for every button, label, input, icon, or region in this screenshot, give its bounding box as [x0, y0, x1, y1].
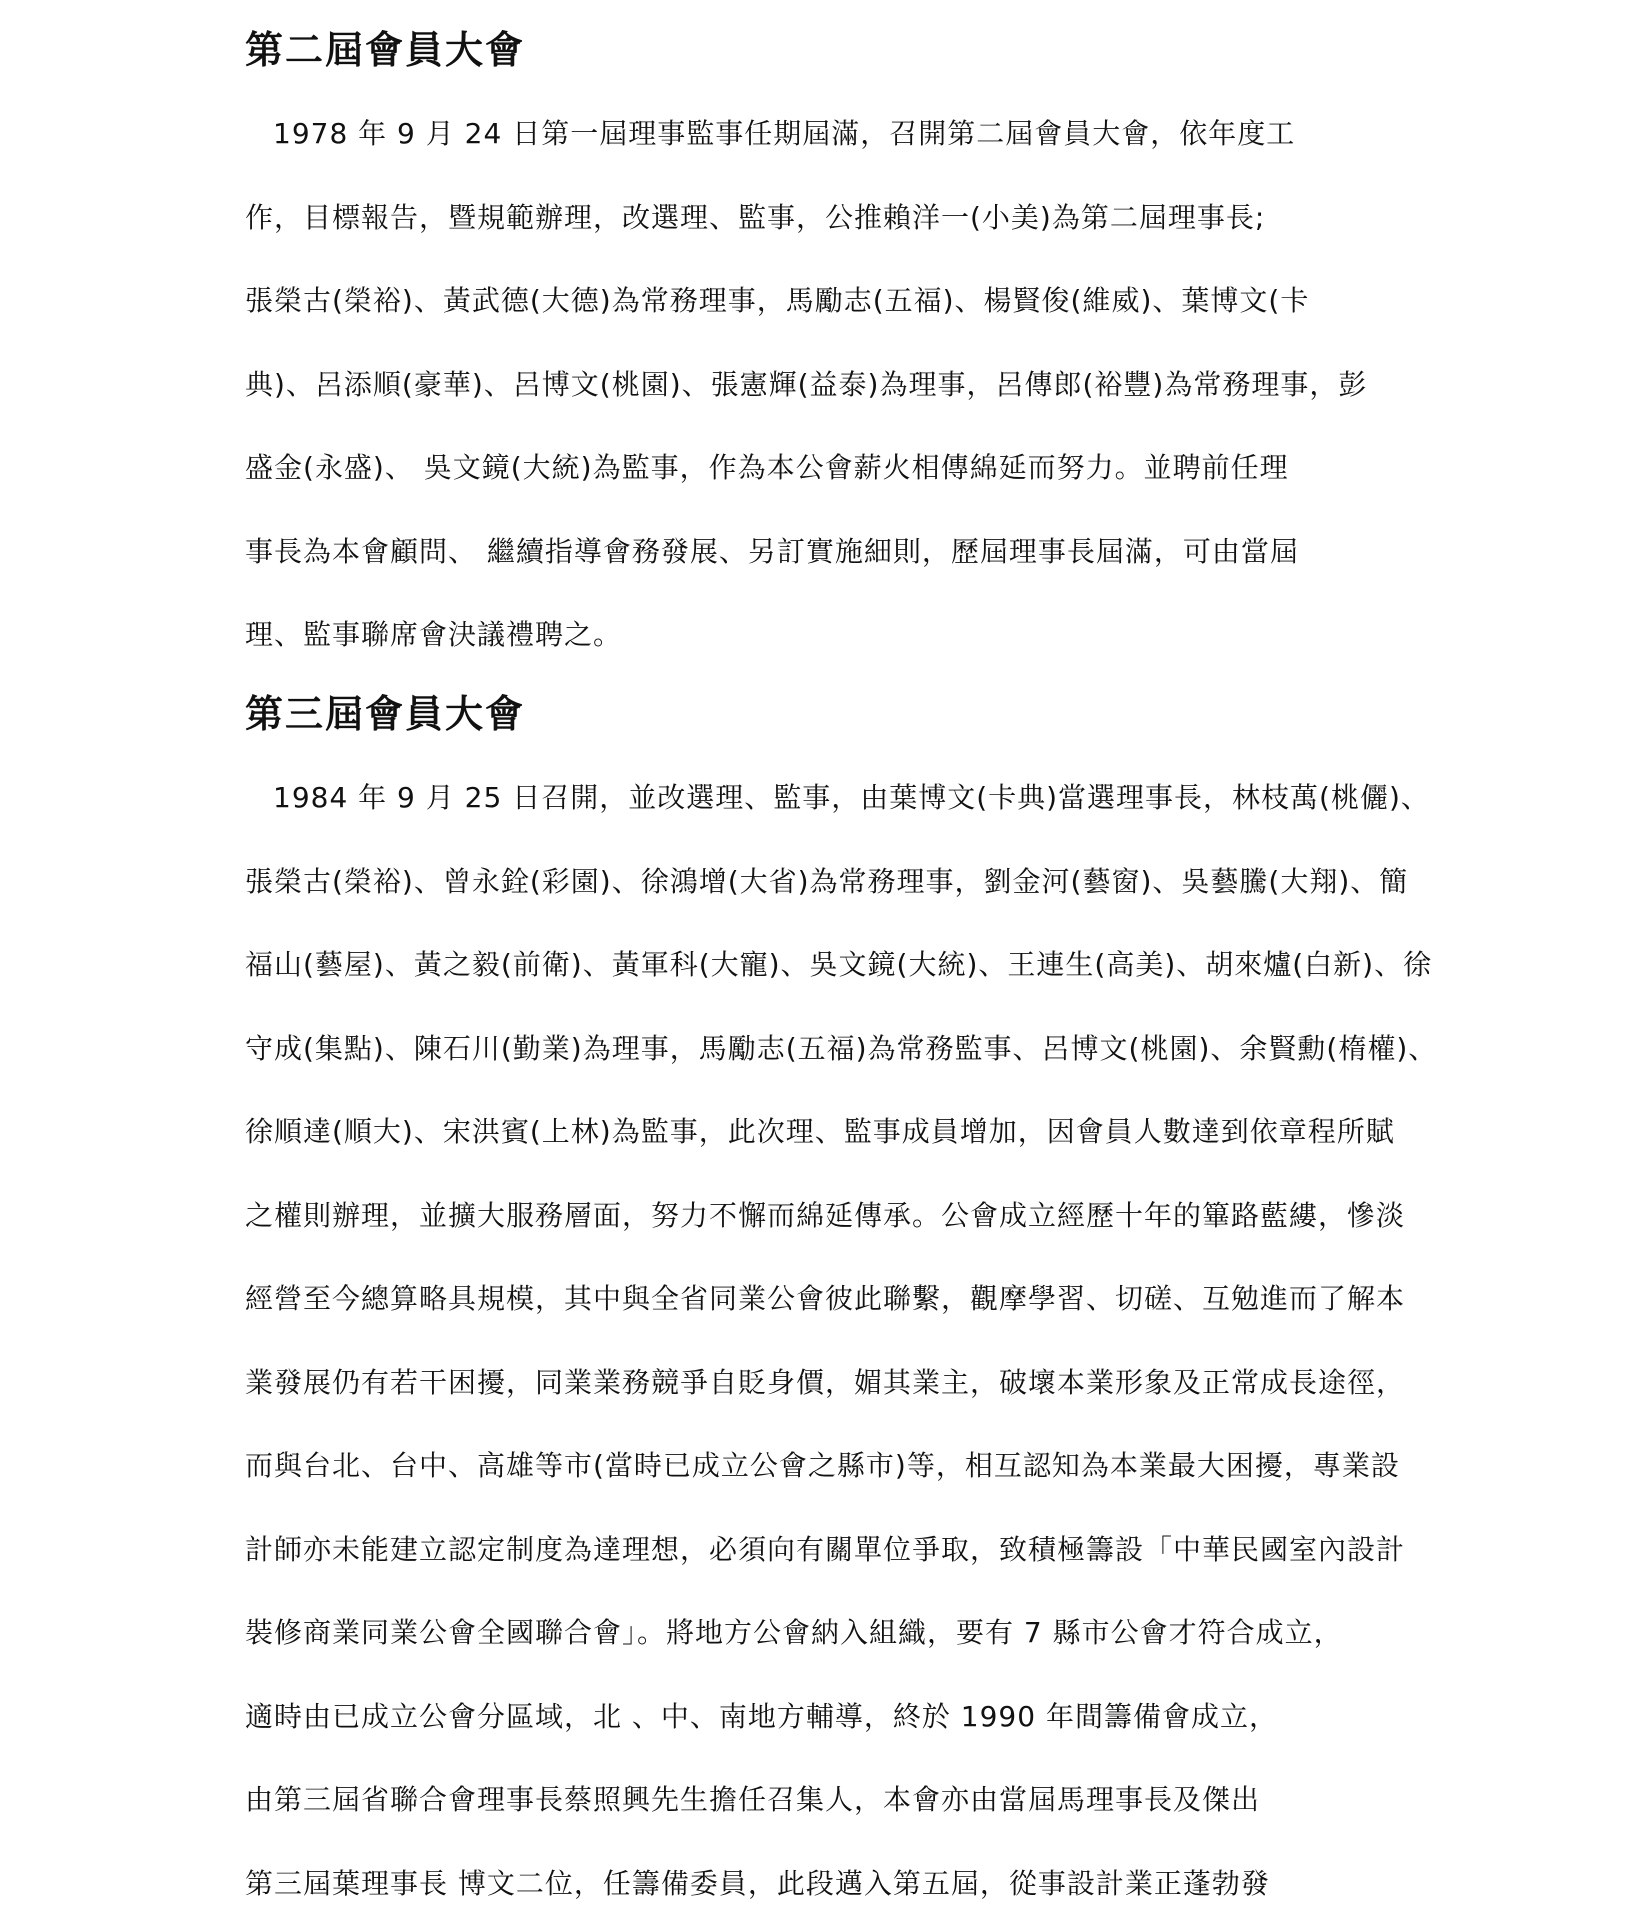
- paragraph-line: 第三屆葉理事長 博文二位，任籌備委員，此段邁入第五屆，從事設計業正蓬勃發: [245, 1842, 1437, 1925]
- paragraph-line: 計師亦未能建立認定制度為達理想，必須向有關單位爭取，致積極籌設「中華民國室內設計: [245, 1508, 1437, 1592]
- paragraph-line: 張榮古(榮裕)、曾永銓(彩園)、徐鴻增(大省)為常務理事，劉金河(藝窗)、吳藝騰(大翔)、簡: [245, 840, 1437, 924]
- section-third-general-assembly: [245, 672, 1437, 1925]
- section-second-general-assembly: [245, 8, 1367, 677]
- paragraph-line: 業發展仍有若干困擾，同業業務競爭自貶身價，媚其業主，破壞本業形象及正常成長途徑，: [245, 1341, 1437, 1425]
- paragraph-line: 經營至今總算略具規模，其中與全省同業公會彼此聯繫，觀摩學習、切磋、互勉進而了解本: [245, 1257, 1437, 1341]
- paragraph-line: 由第三屆省聯合會理事長蔡照興先生擔任召集人，本會亦由當屆馬理事長及傑出: [245, 1758, 1437, 1842]
- paragraph-line: 典)、呂添順(豪華)、呂博文(桃園)、張憲輝(益泰)為理事，呂傳郎(裕豐)為常務理事，彭: [245, 343, 1367, 427]
- paragraph-line: 1978 年 9 月 24 日第一屆理事監事任期屆滿，召開第二屆會員大會，依年度工: [245, 92, 1367, 176]
- paragraph-line: 作，目標報告，暨規範辦理，改選理、監事，公推賴洋一(小美)為第二屆理事長;: [245, 176, 1367, 260]
- paragraph-line: 事長為本會顧問、 繼續指導會務發展、另訂實施細則，歷屆理事長屆滿，可由當屆: [245, 510, 1367, 594]
- paragraph-line: 福山(藝屋)、黃之毅(前衛)、黃軍科(大寵)、吳文鏡(大統)、王連生(高美)、胡來爐(白新)、徐: [245, 923, 1437, 1007]
- paragraph-line: 守成(集點)、陳石川(勤業)為理事，馬勵志(五福)為常務監事、呂博文(桃園)、余賢勳(楕權)、: [245, 1007, 1437, 1091]
- paragraph-line: 適時由已成立公會分區域，北 、中、南地方輔導，終於 1990 年間籌備會成立，: [245, 1675, 1437, 1759]
- paragraph-line: 徐順達(順大)、宋洪賓(上林)為監事，此次理、監事成員增加，因會員人數達到依章程所賦: [245, 1090, 1437, 1174]
- paragraph-line: 盛金(永盛)、 吳文鏡(大統)為監事，作為本公會薪火相傳綿延而努力。並聘前任理: [245, 426, 1367, 510]
- paragraph-line: 之權則辦理，並擴大服務層面，努力不懈而綿延傳承。公會成立經歷十年的篳路藍縷，慘淡: [245, 1174, 1437, 1258]
- paragraph-line: 1984 年 9 月 25 日召開，並改選理、監事，由葉博文(卡典)當選理事長，林枝萬(桃儷)、: [245, 756, 1437, 840]
- section-heading: 第二屆會員大會: [245, 8, 1367, 92]
- paragraph-line: 張榮古(榮裕)、黃武德(大德)為常務理事，馬勵志(五福)、楊賢俊(維威)、葉博文(卡: [245, 259, 1367, 343]
- paragraph-line: 理、監事聯席會決議禮聘之。: [245, 593, 1367, 677]
- section-heading: 第三屆會員大會: [245, 672, 1437, 756]
- paragraph-line: 而與台北、台中、高雄等市(當時已成立公會之縣市)等，相互認知為本業最大困擾，專業設: [245, 1424, 1437, 1508]
- paragraph-line: 裝修商業同業公會全國聯合會」。將地方公會納入組織，要有 7 縣市公會才符合成立，: [245, 1591, 1437, 1675]
